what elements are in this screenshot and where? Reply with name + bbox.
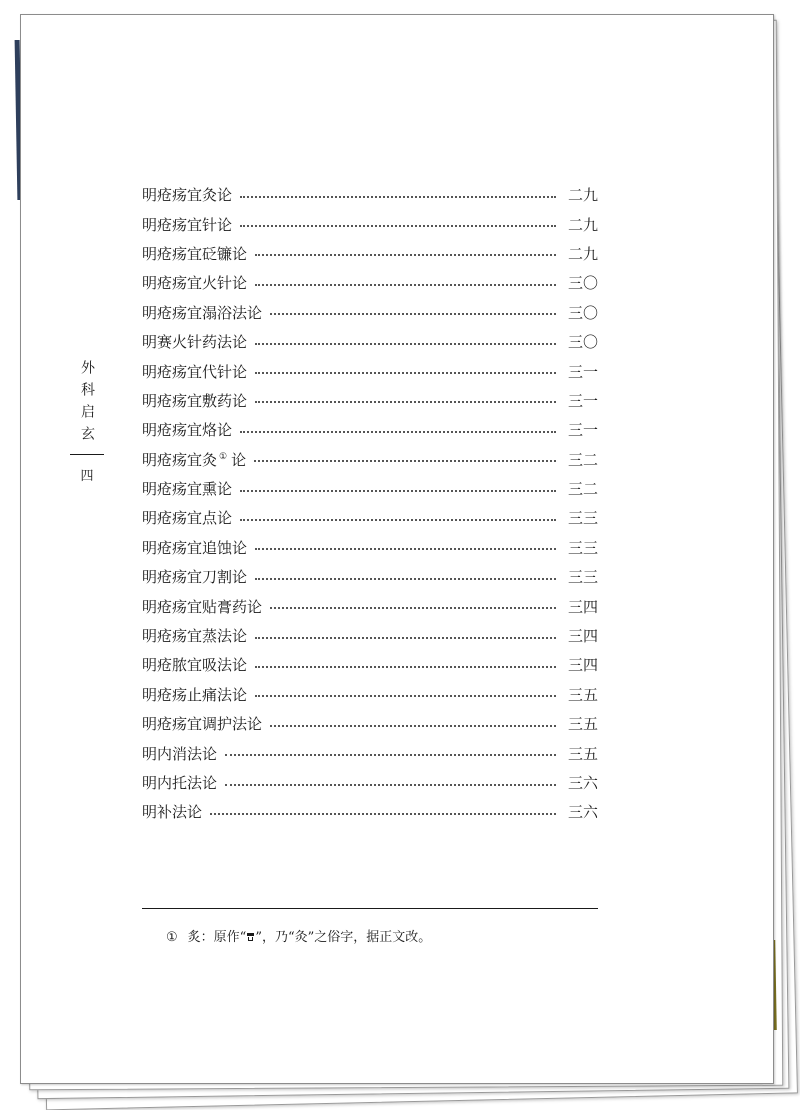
toc-entry[interactable] xyxy=(142,415,598,444)
toc-leader-dots xyxy=(255,401,556,403)
toc-entry[interactable] xyxy=(142,738,598,767)
toc-entry-page: 三四 xyxy=(567,656,598,675)
toc-entry-title: 明疮疡宜贴膏药论 xyxy=(142,597,263,616)
footnote-mark: ① xyxy=(166,930,178,945)
toc-entry-page: 三四 xyxy=(567,627,598,646)
toc-entry[interactable] xyxy=(142,356,598,385)
toc-entry-page: 二九 xyxy=(567,215,598,234)
toc-entry-page: 三三 xyxy=(567,509,598,528)
toc-leader-dots xyxy=(254,460,556,462)
running-head xyxy=(70,360,104,484)
toc-entry-page: 三〇 xyxy=(567,333,598,352)
toc-leader-dots xyxy=(270,607,556,609)
toc-leader-dots xyxy=(255,637,556,639)
toc-entry[interactable] xyxy=(142,239,598,268)
toc-entry-page: 三五 xyxy=(567,744,598,763)
toc-entry-title: 明赛火针药法论 xyxy=(142,333,248,352)
toc-leader-dots xyxy=(210,813,556,815)
toc-leader-dots xyxy=(255,695,556,697)
footnote xyxy=(166,926,431,945)
toc-leader-dots xyxy=(240,225,556,227)
toc-entry-title: 明疮疡宜烙论 xyxy=(142,421,233,440)
toc-leader-dots xyxy=(240,519,556,521)
toc-entry[interactable] xyxy=(142,591,598,620)
toc-entry-page: 三二 xyxy=(567,480,598,499)
footnote-text-before: 炙：原作“ xyxy=(187,930,247,945)
toc-entry-page: 三六 xyxy=(567,774,598,792)
toc-entry-page: 三四 xyxy=(567,597,598,616)
toc-entry-page: 三一 xyxy=(567,362,598,381)
toc-entry-title: 明疮疡宜蒸法论 xyxy=(142,627,248,646)
toc-leader-dots xyxy=(255,254,556,256)
toc-entry-page: 三三 xyxy=(567,568,598,587)
toc-entry[interactable] xyxy=(142,709,598,738)
toc-leader-dots xyxy=(240,490,556,492)
variant-character-glyph xyxy=(246,931,255,942)
toc-entry-title xyxy=(142,449,246,470)
toc-entry-title: 明疮疡宜敷药论 xyxy=(142,391,248,410)
toc-entry[interactable] xyxy=(142,180,598,209)
footnote-rule xyxy=(142,908,598,909)
toc-leader-dots xyxy=(270,313,556,315)
toc-entry[interactable] xyxy=(142,503,598,532)
toc-entry-title: 明疮脓宜吸法论 xyxy=(142,656,248,675)
toc-entry-page: 三一 xyxy=(567,421,598,440)
toc-entry-title: 明疮疡宜灸论 xyxy=(142,186,233,205)
toc-entry-title-text: 明疮疡宜灸 xyxy=(142,450,218,469)
book-title: 外科启玄 xyxy=(79,360,95,448)
toc-entry[interactable] xyxy=(142,650,598,679)
toc-entry-page: 三五 xyxy=(567,715,598,734)
toc-entry[interactable] xyxy=(142,533,598,562)
footnote-reference[interactable]: ① xyxy=(219,451,228,462)
toc-entry-page: 三一 xyxy=(567,391,598,410)
toc-leader-dots xyxy=(255,372,556,374)
toc-entry-page: 二九 xyxy=(567,186,598,205)
toc-leader-dots xyxy=(240,196,556,198)
toc-entry-title: 明疮疡宜熏论 xyxy=(142,480,233,499)
toc-entry-title: 明疮疡宜点论 xyxy=(142,509,233,528)
toc-entry-title-suffix: 论 xyxy=(231,450,247,469)
toc-entry-title: 明疮疡止痛法论 xyxy=(142,685,248,704)
toc-leader-dots xyxy=(240,431,556,433)
toc-entry-title: 明疮疡宜砭镰论 xyxy=(142,244,248,263)
toc-entry[interactable] xyxy=(142,562,598,591)
toc-leader-dots xyxy=(270,725,556,727)
toc-entry[interactable] xyxy=(142,327,598,356)
toc-entry-title: 明疮疡宜溻浴法论 xyxy=(142,303,263,322)
toc-leader-dots xyxy=(255,578,556,580)
toc-entry-page: 三三 xyxy=(567,538,598,557)
running-head-rule xyxy=(70,454,104,455)
toc-entry-page: 二九 xyxy=(567,244,598,263)
toc-entry-page: 三二 xyxy=(567,450,598,469)
toc-entry-page: 三〇 xyxy=(567,303,598,322)
toc-leader-dots xyxy=(225,784,556,786)
toc-entry[interactable] xyxy=(142,768,598,797)
toc-entry-title: 明疮疡宜针论 xyxy=(142,215,233,234)
toc-entry-title: 明补法论 xyxy=(142,803,203,822)
toc-entry-page: 三〇 xyxy=(567,274,598,293)
footnote-text-after: ”，乃“灸”之俗字，据正文改。 xyxy=(255,930,432,945)
toc-entry[interactable] xyxy=(142,298,598,327)
toc-entry[interactable] xyxy=(142,445,598,474)
toc-entry-page: 三六 xyxy=(567,803,598,822)
toc-entry-title: 明内托法论 xyxy=(142,774,218,792)
toc-entry[interactable] xyxy=(142,474,598,503)
table-of-contents xyxy=(142,180,598,827)
toc-entry-title: 明疮疡宜调护法论 xyxy=(142,715,263,734)
toc-leader-dots xyxy=(255,666,556,668)
toc-entry[interactable] xyxy=(142,386,598,415)
toc-leader-dots xyxy=(225,754,556,756)
page-number: 四 xyxy=(80,469,94,484)
toc-leader-dots xyxy=(255,343,556,345)
toc-entry[interactable] xyxy=(142,209,598,238)
toc-entry[interactable] xyxy=(142,797,598,826)
toc-entry[interactable] xyxy=(142,268,598,297)
toc-leader-dots xyxy=(255,548,556,550)
toc-entry-page: 三五 xyxy=(567,685,598,704)
toc-leader-dots xyxy=(255,284,556,286)
toc-entry[interactable] xyxy=(142,680,598,709)
toc-entry-title: 明疮疡宜刀割论 xyxy=(142,568,248,587)
toc-entry[interactable] xyxy=(142,621,598,650)
toc-entry-title: 明疮疡宜代针论 xyxy=(142,362,248,381)
toc-entry-title: 明疮疡宜追蚀论 xyxy=(142,538,248,557)
toc-entry-title: 明疮疡宜火针论 xyxy=(142,274,248,293)
toc-entry-title: 明内消法论 xyxy=(142,744,218,763)
